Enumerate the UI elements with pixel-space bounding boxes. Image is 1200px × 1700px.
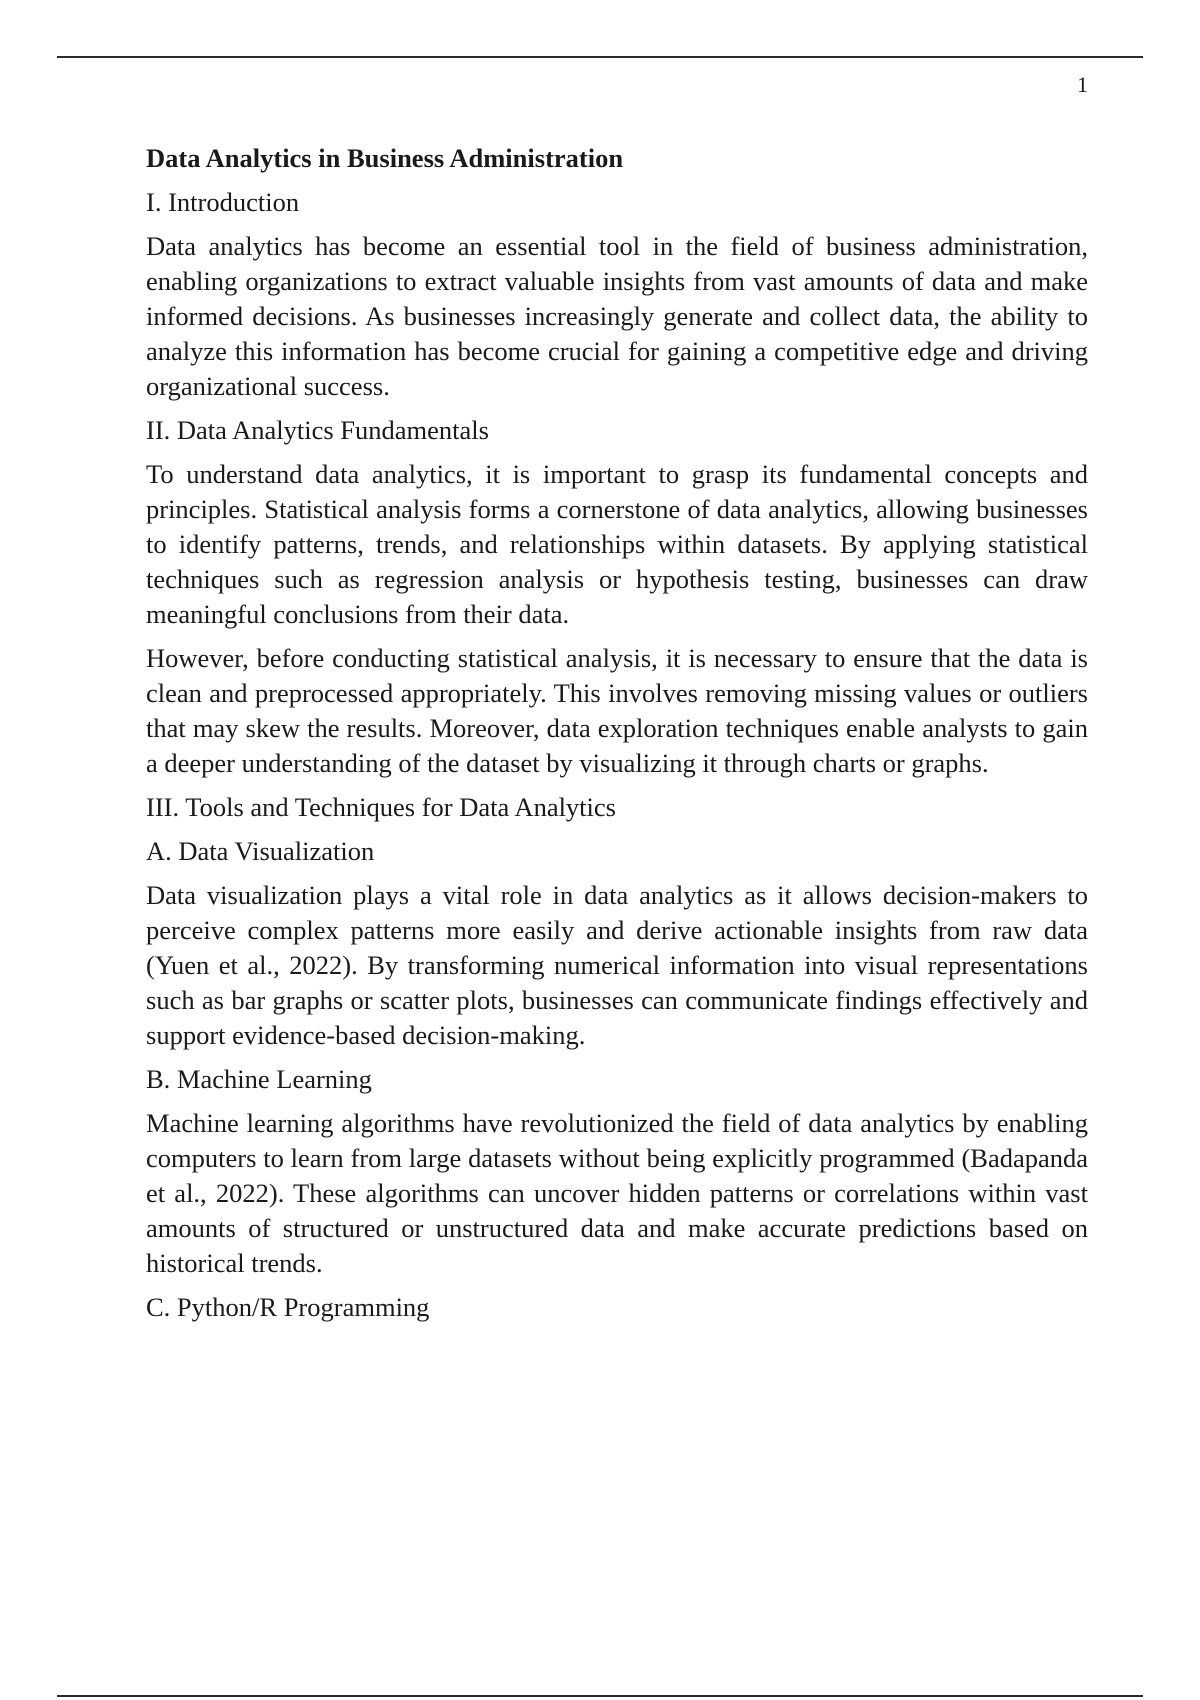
paragraph: Data analytics has become an essential tool in the field of business administration, enabling organizations to extract valuable insights from vast amounts of data and make informed decisions. As businesses increasingly generate and collect data, the ability to analyze this information has become crucial for gaining a competitive edge and driving organizational success. [146,231,1088,401]
subsection-heading-visualization: A. Data Visualization [146,836,375,866]
footer-rule [57,1695,1143,1697]
section-heading-tools: III. Tools and Techniques for Data Analytics [146,792,616,822]
paragraph: However, before conducting statistical analysis, it is necessary to ensure that the data is clean and preprocessed appropriately. This involves removing missing values or outliers that may skew the results. Moreover, data exploration techniques enable analysts to gain a deeper understanding of the dataset by visualizing it through charts or graphs. [146,643,1088,778]
subsection-heading-programming: C. Python/R Programming [146,1292,430,1322]
section-heading-introduction: I. Introduction [146,187,300,217]
paragraph: To understand data analytics, it is important to grasp its fundamental concepts and principles. Statistical analysis forms a cornerstone of data analytics, allowing businesses to identify patterns, trends, and relationships within datasets. By applying statistical techniques such as regression analysis or hypothesis testing, businesses can draw meaningful conclusions from their data. [146,459,1088,629]
document-body [146,141,1088,1334]
page-number: 1 [1077,72,1088,97]
paragraph: Data visualization plays a vital role in data analytics as it allows decision-makers to perceive complex patterns more easily and derive actionable insights from raw data (Yuen et al., 2022). By transforming numerical information into visual representations such as bar graphs or scatter plots, businesses can communicate findings effectively and support evidence-based decision-making. [146,880,1088,1050]
paragraph: Machine learning algorithms have revolutionized the field of data analytics by enabling computers to learn from large datasets without being explicitly programmed (Badapanda et al., 2022). These algorithms can uncover hidden patterns or correlations within vast amounts of structured or unstructured data and make accurate predictions based on historical trends. [146,1108,1088,1278]
subsection-heading-machine-learning: B. Machine Learning [146,1064,372,1094]
section-heading-fundamentals: II. Data Analytics Fundamentals [146,415,489,445]
document-title: Data Analytics in Business Administration [146,143,624,173]
header-rule [57,56,1143,58]
